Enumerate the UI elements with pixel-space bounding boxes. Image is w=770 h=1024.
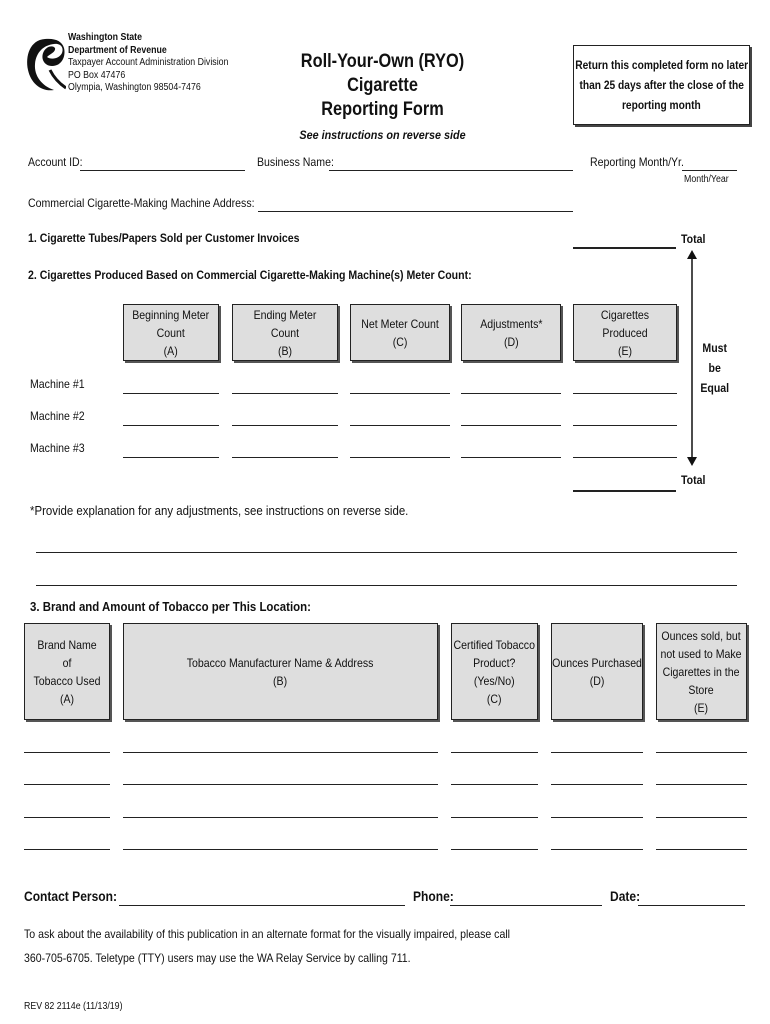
city-address: Olympia, Washington 98504-7476 <box>68 82 201 93</box>
r2-purchased[interactable] <box>551 784 643 785</box>
agency-name: Washington State <box>68 32 142 43</box>
explanation-line-1[interactable] <box>36 552 737 553</box>
col-ounces-purchased <box>551 623 643 720</box>
r3-sold[interactable] <box>656 817 747 818</box>
s3-col-d-line2: (D) <box>589 673 605 688</box>
division-name: Taxpayer Account Administration Division <box>68 57 229 68</box>
col-ounces-sold <box>656 623 747 720</box>
s3-col-b-line1: Tobacco Manufacturer Name & Address <box>187 655 374 670</box>
section3-label: 3. Brand and Amount of Tobacco per This Location: <box>30 599 311 614</box>
machine-3-label: Machine #3 <box>30 441 85 455</box>
accessibility-note-line2: 360-705-6705. Teletype (TTY) users may use the WA Relay Service by calling 711. <box>24 951 411 965</box>
m3-col-e[interactable] <box>573 457 677 458</box>
reporting-period-label: Reporting Month/Yr. <box>590 155 684 169</box>
r2-brand[interactable] <box>24 784 110 785</box>
must-be-equal-arrow <box>686 250 698 466</box>
s3-col-c-line4: (C) <box>487 691 502 706</box>
r2-sold[interactable] <box>656 784 747 785</box>
col-net-meter <box>350 304 450 361</box>
must-be-equal-label <box>698 338 731 398</box>
m3-col-c[interactable] <box>350 457 450 458</box>
phone-label: Phone: <box>413 888 454 904</box>
r3-purchased[interactable] <box>551 817 643 818</box>
notice-line3: reporting month <box>622 98 701 112</box>
r4-sold[interactable] <box>656 849 747 850</box>
s3-col-e-line2: not used to Make <box>660 646 743 661</box>
m3-col-a[interactable] <box>123 457 219 458</box>
date-field[interactable] <box>638 905 745 906</box>
col-brand-name <box>24 623 110 720</box>
r4-certified[interactable] <box>451 849 538 850</box>
s3-col-c-line3: (Yes/No) <box>474 673 515 688</box>
section2-total-label: Total <box>681 473 706 487</box>
deadline-notice <box>573 45 750 125</box>
col-beginning-meter <box>123 304 219 361</box>
r4-brand[interactable] <box>24 849 110 850</box>
col-c-line2: (C) <box>392 334 408 349</box>
equal-text: Equal <box>700 381 730 395</box>
adjustments-footnote: *Provide explanation for any adjustments, see instructions on reverse side. <box>30 503 409 518</box>
s3-col-a-line1: Brand Name of <box>37 637 97 670</box>
s3-col-c-line2: Product? <box>473 655 516 670</box>
r1-manufacturer[interactable] <box>123 752 438 753</box>
s3-col-e-line5: (E) <box>694 700 709 715</box>
contact-person-field[interactable] <box>119 905 405 906</box>
m3-col-d[interactable] <box>461 457 561 458</box>
business-name-label: Business Name: <box>257 155 334 169</box>
section2-label: 2. Cigarettes Produced Based on Commercial Cigarette-Making Machine(s) Meter Count: <box>28 268 472 282</box>
r1-sold[interactable] <box>656 752 747 753</box>
col-e-line2: (E) <box>617 343 633 358</box>
machine-2-label: Machine #2 <box>30 409 85 423</box>
r4-purchased[interactable] <box>551 849 643 850</box>
m2-col-b[interactable] <box>232 425 338 426</box>
business-name-field[interactable] <box>329 170 573 171</box>
machine-address-label: Commercial Cigarette-Making Machine Address: <box>28 196 255 210</box>
s3-col-e-line1: Ounces sold, but <box>661 628 742 643</box>
s3-col-b-line2: (B) <box>273 673 288 688</box>
section1-total-label: Total <box>681 232 706 246</box>
r4-manufacturer[interactable] <box>123 849 438 850</box>
title-line2: Reporting Form <box>321 99 444 120</box>
col-a-line3: (A) <box>163 343 179 358</box>
agency-block <box>68 32 228 95</box>
notice-line2: than 25 days after the close of the <box>579 78 744 92</box>
s3-col-a-line2: Tobacco Used <box>33 673 101 688</box>
section1-label: 1. Cigarette Tubes/Papers Sold per Customer Invoices <box>28 231 300 245</box>
r1-brand[interactable] <box>24 752 110 753</box>
m3-col-b[interactable] <box>232 457 338 458</box>
contact-person-label: Contact Person: <box>24 888 117 904</box>
r3-manufacturer[interactable] <box>123 817 438 818</box>
col-manufacturer <box>123 623 438 720</box>
machine-address-field[interactable] <box>258 211 573 212</box>
col-b-line2: (B) <box>277 343 293 358</box>
accessibility-note-line1: To ask about the availability of this publication in an alternate format for the visually impaired, please call <box>24 927 511 941</box>
col-ending-meter <box>232 304 338 361</box>
col-certified-product <box>451 623 538 720</box>
reporting-period-field[interactable] <box>682 170 737 171</box>
s3-col-c-line1: Certified Tobacco <box>453 637 536 652</box>
form-title <box>250 50 515 142</box>
col-adjustments <box>461 304 561 361</box>
col-b-line1: Ending Meter Count <box>253 307 317 340</box>
dor-logo <box>24 36 66 94</box>
account-id-field[interactable] <box>80 170 245 171</box>
department-name: Department of Revenue <box>68 44 167 56</box>
machine-1-label: Machine #1 <box>30 377 85 391</box>
col-d-line1: Adjustments* <box>479 316 543 331</box>
explanation-line-2[interactable] <box>36 585 737 586</box>
s3-col-e-line4: Store <box>688 682 715 697</box>
m1-col-e[interactable] <box>573 393 677 394</box>
col-c-line1: Net Meter Count <box>361 316 439 331</box>
r2-certified[interactable] <box>451 784 538 785</box>
r1-purchased[interactable] <box>551 752 643 753</box>
col-a-line2: Count <box>156 325 186 340</box>
col-d-line2: (D) <box>503 334 519 349</box>
s3-col-e-line3: Cigarettes in the <box>663 664 740 679</box>
r1-certified[interactable] <box>451 752 538 753</box>
m2-col-d[interactable] <box>461 425 561 426</box>
section1-total-field[interactable] <box>573 247 676 249</box>
form-subtitle: See instructions on reverse side <box>299 128 466 142</box>
title-line1: Roll-Your-Own (RYO) Cigarette <box>300 51 465 96</box>
revision-code: REV 82 2114e (11/13/19) <box>24 1001 123 1012</box>
m1-col-c[interactable] <box>350 393 450 394</box>
s3-col-d-line1: Ounces Purchased <box>552 655 642 670</box>
col-cigarettes-produced <box>573 304 677 361</box>
r3-certified[interactable] <box>451 817 538 818</box>
m2-col-a[interactable] <box>123 425 219 426</box>
m1-col-b[interactable] <box>232 393 338 394</box>
m2-col-c[interactable] <box>350 425 450 426</box>
m1-col-a[interactable] <box>123 393 219 394</box>
date-label: Date: <box>610 888 641 904</box>
r2-manufacturer[interactable] <box>123 784 438 785</box>
must-be-text: Must be <box>702 341 728 375</box>
r3-brand[interactable] <box>24 817 110 818</box>
m2-col-e[interactable] <box>573 425 677 426</box>
phone-field[interactable] <box>450 905 602 906</box>
col-e-line1: Cigarettes Produced <box>600 307 650 340</box>
account-id-label: Account ID: <box>28 155 83 169</box>
po-box: PO Box 47476 <box>68 69 126 81</box>
col-a-line1: Beginning Meter <box>132 307 210 322</box>
section2-total-field[interactable] <box>573 490 676 492</box>
s3-col-a-line3: (A) <box>59 691 75 706</box>
month-year-hint: Month/Year <box>684 174 729 185</box>
m1-col-d[interactable] <box>461 393 561 394</box>
notice-line1: Return this completed form no later <box>575 58 748 72</box>
